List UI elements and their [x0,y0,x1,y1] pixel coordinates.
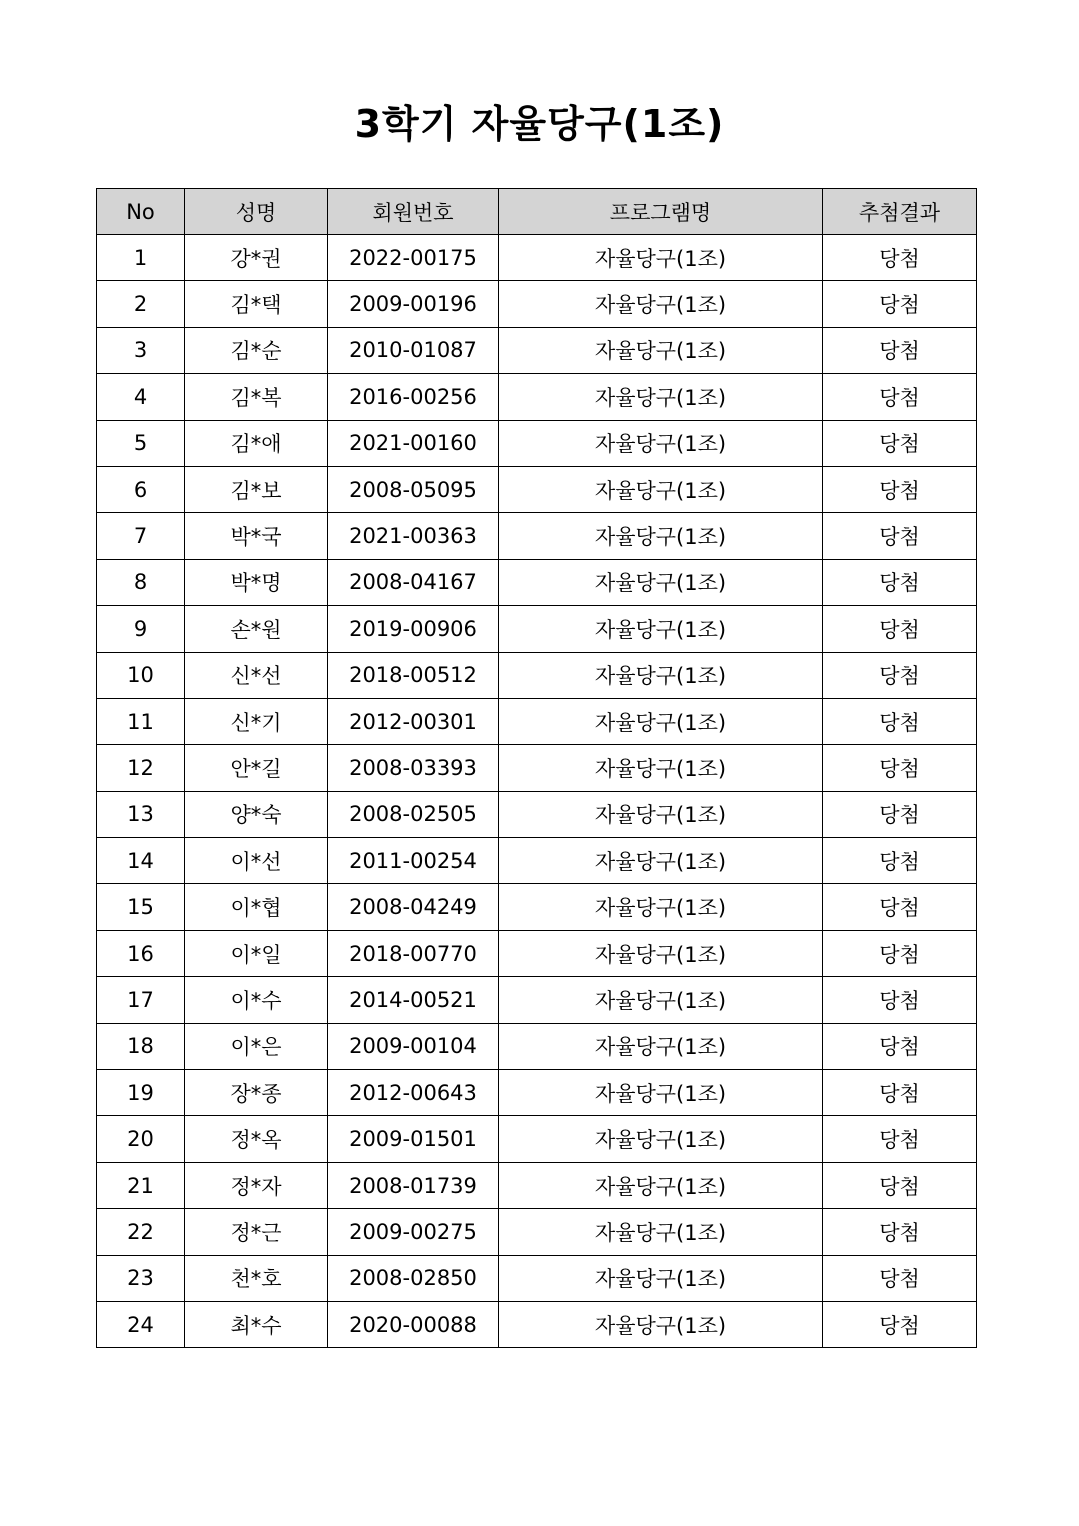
table-row [97,652,977,698]
cell-program-name: 자율당구(1조) [499,930,823,976]
cell-no: 12 [97,745,185,791]
cell-no: 6 [97,466,185,512]
cell-draw-result: 당첨 [823,977,977,1023]
cell-name: 이*은 [185,1023,328,1069]
header-no: No [97,189,185,235]
cell-member-number: 2011-00254 [328,838,499,884]
cell-draw-result: 당첨 [823,1023,977,1069]
cell-program-name: 자율당구(1조) [499,1070,823,1116]
cell-name: 김*순 [185,327,328,373]
cell-program-name: 자율당구(1조) [499,513,823,559]
cell-program-name: 자율당구(1조) [499,1023,823,1069]
cell-name: 양*숙 [185,791,328,837]
cell-no: 23 [97,1255,185,1301]
cell-member-number: 2016-00256 [328,374,499,420]
table-row [97,745,977,791]
table-row [97,930,977,976]
cell-program-name: 자율당구(1조) [499,606,823,652]
cell-member-number: 2012-00301 [328,698,499,744]
cell-member-number: 2022-00175 [328,235,499,281]
cell-name: 김*복 [185,374,328,420]
cell-no: 22 [97,1209,185,1255]
cell-name: 이*선 [185,838,328,884]
cell-member-number: 2008-03393 [328,745,499,791]
cell-no: 1 [97,235,185,281]
cell-draw-result: 당첨 [823,374,977,420]
cell-no: 20 [97,1116,185,1162]
table-row [97,374,977,420]
cell-draw-result: 당첨 [823,1209,977,1255]
cell-member-number: 2008-04249 [328,884,499,930]
table-row [97,838,977,884]
cell-member-number: 2009-00196 [328,281,499,327]
cell-member-number: 2012-00643 [328,1070,499,1116]
cell-name: 이*수 [185,977,328,1023]
cell-no: 7 [97,513,185,559]
cell-member-number: 2019-00906 [328,606,499,652]
cell-draw-result: 당첨 [823,1070,977,1116]
cell-name: 정*옥 [185,1116,328,1162]
cell-draw-result: 당첨 [823,930,977,976]
cell-no: 16 [97,930,185,976]
cell-draw-result: 당첨 [823,838,977,884]
table-row [97,235,977,281]
cell-name: 김*택 [185,281,328,327]
cell-member-number: 2008-05095 [328,466,499,512]
cell-draw-result: 당첨 [823,791,977,837]
cell-program-name: 자율당구(1조) [499,559,823,605]
cell-no: 15 [97,884,185,930]
cell-draw-result: 당첨 [823,1301,977,1347]
cell-member-number: 2009-00275 [328,1209,499,1255]
cell-name: 안*길 [185,745,328,791]
cell-no: 4 [97,374,185,420]
cell-draw-result: 당첨 [823,466,977,512]
cell-no: 8 [97,559,185,605]
cell-member-number: 2018-00512 [328,652,499,698]
cell-name: 김*보 [185,466,328,512]
cell-program-name: 자율당구(1조) [499,374,823,420]
cell-no: 18 [97,1023,185,1069]
cell-member-number: 2009-00104 [328,1023,499,1069]
cell-no: 24 [97,1301,185,1347]
cell-name: 이*협 [185,884,328,930]
cell-draw-result: 당첨 [823,745,977,791]
cell-draw-result: 당첨 [823,884,977,930]
table-row [97,1162,977,1208]
table-row [97,1301,977,1347]
cell-name: 정*근 [185,1209,328,1255]
cell-draw-result: 당첨 [823,1116,977,1162]
cell-member-number: 2014-00521 [328,977,499,1023]
cell-program-name: 자율당구(1조) [499,1209,823,1255]
cell-name: 박*명 [185,559,328,605]
cell-name: 장*종 [185,1070,328,1116]
table-row [97,1023,977,1069]
cell-name: 이*일 [185,930,328,976]
cell-draw-result: 당첨 [823,698,977,744]
table-row [97,327,977,373]
cell-program-name: 자율당구(1조) [499,1162,823,1208]
cell-no: 19 [97,1070,185,1116]
header-draw-result: 추첨결과 [823,189,977,235]
cell-draw-result: 당첨 [823,420,977,466]
cell-member-number: 2021-00160 [328,420,499,466]
cell-program-name: 자율당구(1조) [499,652,823,698]
cell-draw-result: 당첨 [823,235,977,281]
cell-no: 2 [97,281,185,327]
cell-name: 정*자 [185,1162,328,1208]
table-row [97,791,977,837]
cell-name: 신*기 [185,698,328,744]
cell-no: 5 [97,420,185,466]
cell-draw-result: 당첨 [823,652,977,698]
cell-draw-result: 당첨 [823,1255,977,1301]
cell-draw-result: 당첨 [823,606,977,652]
cell-program-name: 자율당구(1조) [499,420,823,466]
cell-program-name: 자율당구(1조) [499,1255,823,1301]
table-row [97,1255,977,1301]
cell-name: 신*선 [185,652,328,698]
table-row [97,559,977,605]
cell-name: 박*국 [185,513,328,559]
cell-program-name: 자율당구(1조) [499,235,823,281]
cell-member-number: 2008-01739 [328,1162,499,1208]
header-name: 성명 [185,189,328,235]
document-title: 3학기 자율당구(1조) [354,102,725,146]
cell-member-number: 2021-00363 [328,513,499,559]
lottery-results-table [96,188,977,1348]
cell-member-number: 2008-02850 [328,1255,499,1301]
header-member-number: 회원번호 [328,189,499,235]
header-program-name: 프로그램명 [499,189,823,235]
cell-draw-result: 당첨 [823,559,977,605]
table-row [97,606,977,652]
table-row [97,1116,977,1162]
cell-no: 11 [97,698,185,744]
table-row [97,884,977,930]
cell-program-name: 자율당구(1조) [499,745,823,791]
cell-name: 최*수 [185,1301,328,1347]
cell-member-number: 2009-01501 [328,1116,499,1162]
cell-program-name: 자율당구(1조) [499,884,823,930]
table-row [97,513,977,559]
table-row [97,1070,977,1116]
cell-no: 17 [97,977,185,1023]
cell-draw-result: 당첨 [823,281,977,327]
table-row [97,466,977,512]
cell-draw-result: 당첨 [823,327,977,373]
cell-program-name: 자율당구(1조) [499,791,823,837]
cell-name: 강*권 [185,235,328,281]
table-row [97,1209,977,1255]
cell-draw-result: 당첨 [823,513,977,559]
cell-no: 3 [97,327,185,373]
cell-member-number: 2020-00088 [328,1301,499,1347]
cell-program-name: 자율당구(1조) [499,977,823,1023]
cell-program-name: 자율당구(1조) [499,1301,823,1347]
cell-name: 김*애 [185,420,328,466]
cell-draw-result: 당첨 [823,1162,977,1208]
cell-member-number: 2010-01087 [328,327,499,373]
cell-program-name: 자율당구(1조) [499,698,823,744]
cell-program-name: 자율당구(1조) [499,327,823,373]
cell-no: 14 [97,838,185,884]
cell-no: 13 [97,791,185,837]
table-row [97,977,977,1023]
cell-no: 10 [97,652,185,698]
cell-program-name: 자율당구(1조) [499,466,823,512]
table-body [97,235,977,1348]
cell-no: 21 [97,1162,185,1208]
cell-name: 천*호 [185,1255,328,1301]
table-row [97,281,977,327]
cell-member-number: 2018-00770 [328,930,499,976]
cell-no: 9 [97,606,185,652]
cell-program-name: 자율당구(1조) [499,281,823,327]
cell-program-name: 자율당구(1조) [499,1116,823,1162]
cell-member-number: 2008-02505 [328,791,499,837]
cell-name: 손*원 [185,606,328,652]
table-row [97,420,977,466]
table-header-row [97,189,977,235]
cell-program-name: 자율당구(1조) [499,838,823,884]
cell-member-number: 2008-04167 [328,559,499,605]
table-row [97,698,977,744]
